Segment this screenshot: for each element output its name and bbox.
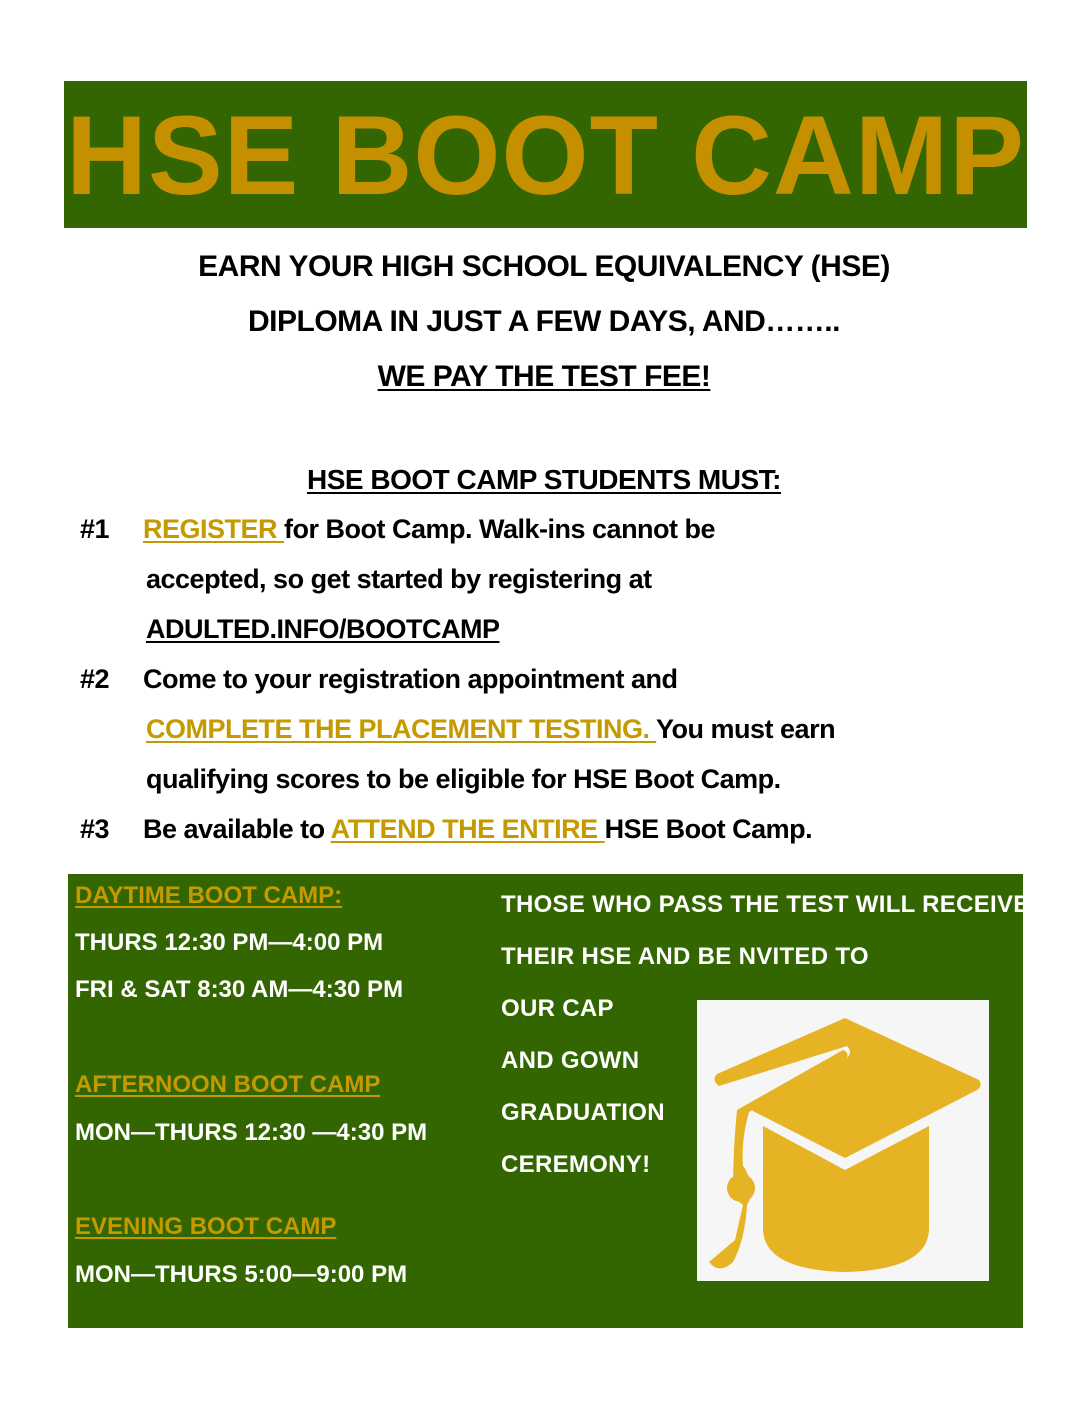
item-1-number: #1	[80, 514, 110, 544]
item-1-text: for Boot Camp. Walk-ins cannot be	[284, 514, 716, 544]
placement-testing-text: COMPLETE THE PLACEMENT TESTING.	[146, 714, 657, 744]
intro-line-1: EARN YOUR HIGH SCHOOL EQUIVALENCY (HSE)	[198, 250, 890, 283]
evening-line-1: MON—THURS 5:00—9:00 PM	[75, 1261, 408, 1288]
item-3-text-b: HSE Boot Camp.	[604, 814, 813, 844]
item-1-line-2: accepted, so get started by registering at	[146, 564, 652, 594]
afternoon-heading: AFTERNOON BOOT CAMP	[75, 1071, 381, 1098]
graduation-line-2: THEIR HSE AND BE NVITED TO	[501, 943, 869, 970]
item-3-line	[143, 814, 812, 845]
schedule-box	[68, 874, 1030, 1328]
title-banner	[64, 81, 1027, 228]
graduation-line-6: CEREMONY!	[501, 1151, 651, 1178]
evening-heading: EVENING BOOT CAMP	[75, 1213, 337, 1240]
graduation-line-4: AND GOWN	[501, 1047, 640, 1074]
item-2-line-1: Come to your registration appointment and	[143, 664, 678, 694]
item-3-text-a: Be available to	[143, 814, 331, 844]
item-3-number: #3	[80, 814, 110, 844]
item-2-line-2	[146, 714, 835, 745]
graduation-line-3: OUR CAP	[501, 995, 614, 1022]
daytime-heading: DAYTIME BOOT CAMP:	[75, 882, 343, 909]
bootcamp-url-link[interactable]: ADULTED.INFO/BOOTCAMP	[146, 614, 500, 644]
graduation-line-1: THOSE WHO PASS THE TEST WILL RECEIVE	[501, 891, 1030, 918]
item-2-number: #2	[80, 664, 110, 694]
afternoon-line-1: MON—THURS 12:30 —4:30 PM	[75, 1119, 428, 1146]
attend-entire-text: ATTEND THE ENTIRE	[330, 814, 605, 844]
test-fee-notice: WE PAY THE TEST FEE!	[377, 360, 711, 393]
item-2-text: You must earn	[656, 714, 836, 744]
graduation-line-5: GRADUATION	[501, 1099, 665, 1126]
graduation-cap-icon	[697, 1000, 989, 1281]
register-link[interactable]: REGISTER	[143, 514, 285, 544]
item-2-line-3: qualifying scores to be eligible for HSE Boot Camp.	[146, 764, 781, 794]
daytime-line-2: FRI & SAT 8:30 AM—4:30 PM	[75, 976, 404, 1003]
item-1-line-1	[143, 514, 715, 545]
daytime-line-1: THURS 12:30 PM—4:00 PM	[75, 929, 384, 956]
page-title: HSE BOOT CAMP	[66, 93, 1025, 218]
requirements-heading: HSE BOOT CAMP STUDENTS MUST:	[307, 464, 781, 495]
graduation-cap-image	[697, 1000, 989, 1281]
intro-line-2: DIPLOMA IN JUST A FEW DAYS, AND……..	[248, 305, 840, 338]
